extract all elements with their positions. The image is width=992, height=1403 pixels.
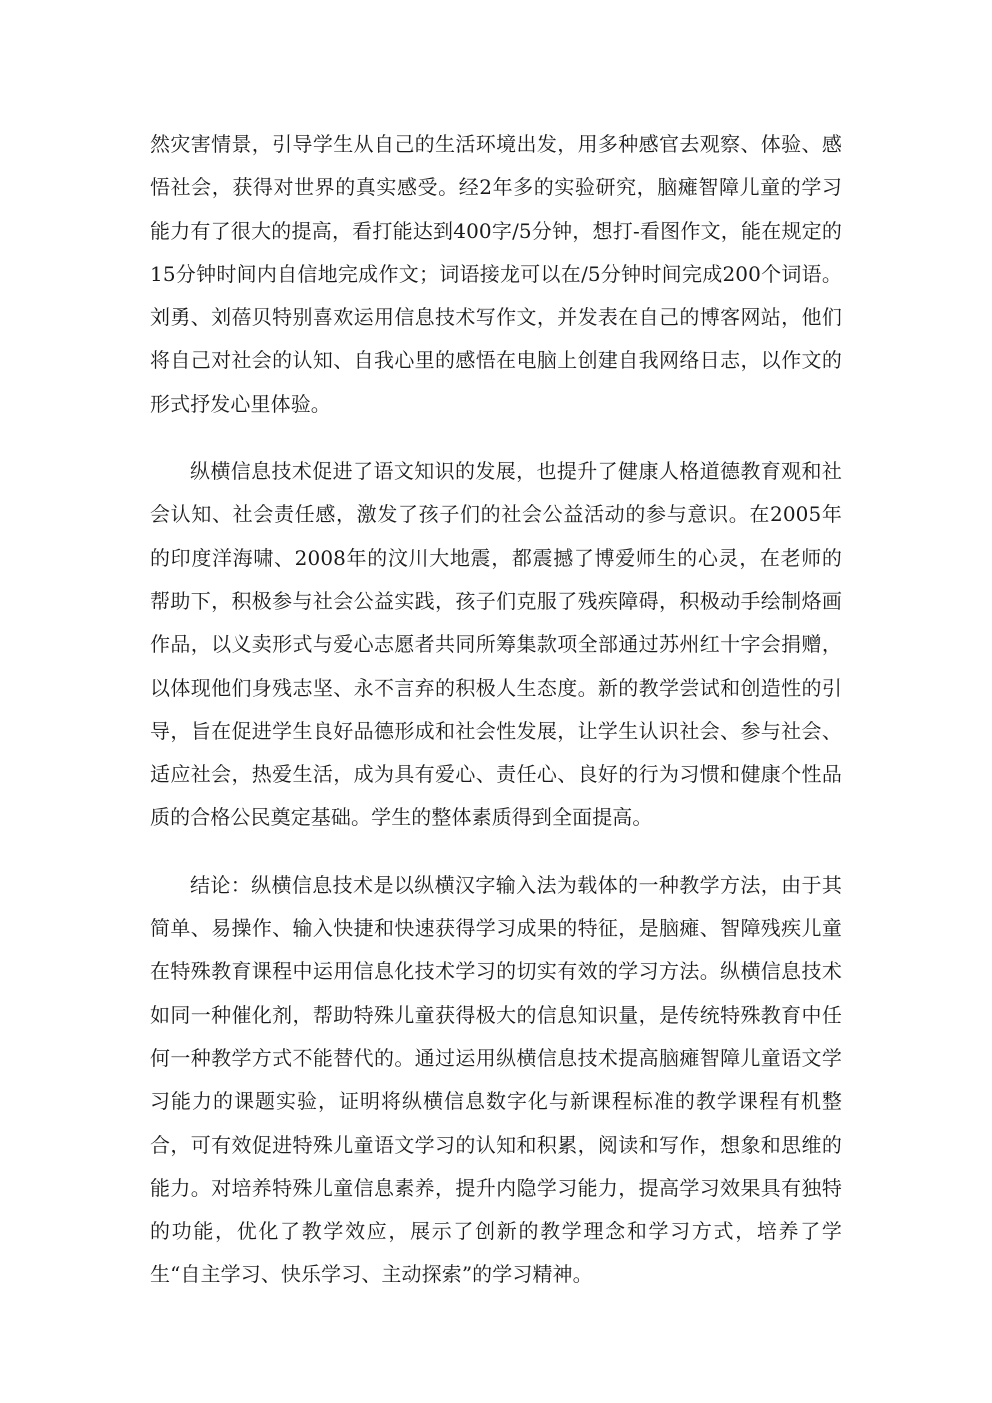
paragraph-social-development: 纵横信息技术促进了语文知识的发展，也提升了健康人格道德教育观和社会认知、社会责任感，激发了孩子们的社会公益活动的参与意识。在2005年的印度洋海啸、2008年的汶川大地震，都震撼了博爱师生的心灵，在老师的帮助下，积极参与社会公益实践，孩子们克服了残疾障碍，积极动手绘制烙画作品，以义卖形式与爱心志愿者共同所筹集款项全部通过苏州红十字会捐赠，以体现他们身残志坚、永不言弃的积极人生态度。新的教学尝试和创造性的引导，旨在促进学生良好品德形成和社会性发展，让学生认识社会、参与社会、适应社会，热爱生活，成为具有爱心、责任心、良好的行为习惯和健康个性品质的合格公民奠定基础。学生的整体素质得到全面提高。 — [150, 459, 842, 830]
paragraph-continued-experiment-results: 然灾害情景，引导学生从自己的生活环境出发，用多种感官去观察、体验、感悟社会，获得对世界的真实感受。经2年多的实验研究，脑瘫智障儿童的学习能力有了很大的提高，看打能达到400字/5分钟，想打-看图作文，能在规定的15分钟时间内自信地完成作文；词语接龙可以在/5分钟时间完成200个词语。刘勇、刘蓓贝特别喜欢运用信息技术写作文，并发表在自己的博客网站，他们将自己对社会的认知、自我心里的感悟在电脑上创建自我网络日志，以作文的形式抒发心里体验。 — [150, 132, 842, 416]
paragraph-spacer — [150, 840, 842, 864]
paragraph-spacer — [150, 426, 842, 450]
document-body — [150, 123, 842, 1297]
paragraph-conclusion: 结论：纵横信息技术是以纵横汉字输入法为载体的一种教学方法，由于其简单、易操作、输入快捷和快速获得学习成果的特征，是脑瘫、智障残疾儿童在特殊教育课程中运用信息化技术学习的切实有效的学习方法。纵横信息技术如同一种催化剂，帮助特殊儿童获得极大的信息知识量，是传统特殊教育中任何一种教学方式不能替代的。通过运用纵横信息技术提高脑瘫智障儿童语文学习能力的课题实验，证明将纵横信息数字化与新课程标准的教学课程有机整合，可有效促进特殊儿童语文学习的认知和积累，阅读和写作，想象和思维的能力。对培养特殊儿童信息素养，提升内隐学习能力，提高学习效果具有独特的功能，优化了教学效应，展示了创新的教学理念和学习方式，培养了学生“自主学习、快乐学习、主动探索”的学习精神。 — [150, 872, 842, 1287]
